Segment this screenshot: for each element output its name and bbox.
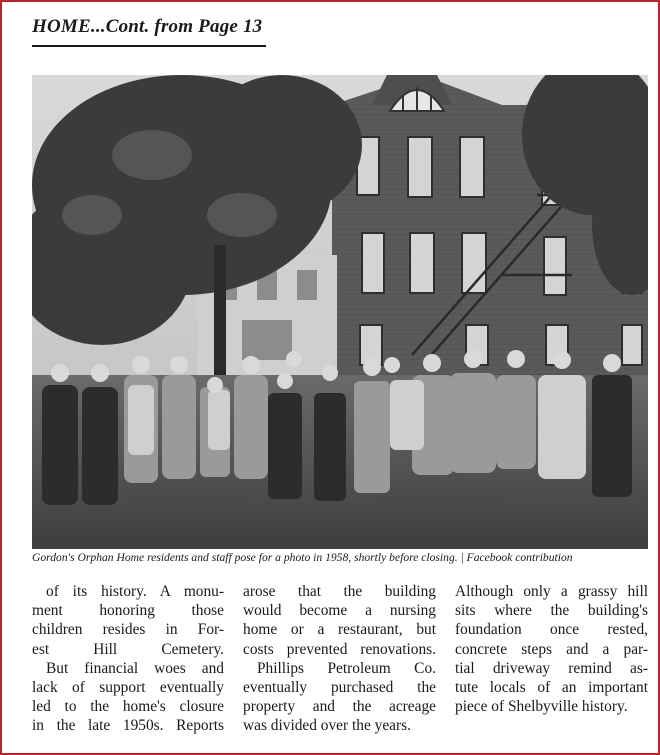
article-column-2 [243, 582, 436, 736]
column-line: Although only a grassy hill [455, 583, 648, 600]
column-line: Phillips Petroleum Co. [257, 659, 436, 677]
column-line: foundation once rested, [455, 621, 648, 639]
column-line: property and the acreage [243, 698, 436, 716]
column-line: ment honoring those [32, 602, 224, 620]
column-line: est Hill Cemetery. [32, 640, 224, 658]
column-line: was divided over the years. [243, 717, 411, 735]
column-line: But financial woes and [46, 659, 224, 677]
photo-caption: Gordon's Orphan Home residents and staff pose for a photo in 1958, shortly before closing. | Facebook contribution [32, 551, 573, 564]
column-line: tute locals of an important [455, 679, 648, 697]
column-line: children resides in For- [32, 621, 224, 639]
column-line: lack of support eventually [32, 679, 224, 697]
article-column-3 [455, 582, 648, 716]
column-line: tial driveway remind as- [455, 659, 648, 677]
column-line: led to the home's closure [32, 698, 224, 716]
column-line: in the late 1950s. Reports [32, 717, 224, 735]
column-line: sits where the building's [455, 602, 648, 620]
column-line: concrete steps and a par- [455, 640, 648, 658]
article-column-1 [32, 582, 224, 736]
column-line: arose that the building [243, 583, 436, 600]
continuation-header: HOME...Cont. from Page 13 [32, 16, 263, 37]
column-line: of its history. A monu- [46, 583, 224, 600]
header-underline [32, 45, 266, 47]
column-line: would become a nursing [243, 602, 436, 620]
column-line: costs prevented renovations. [243, 640, 436, 658]
column-line: piece of Shelbyville history. [455, 698, 628, 716]
historic-group-photo [32, 75, 648, 549]
column-line: home or a restaurant, but [243, 621, 436, 639]
column-line: eventually purchased the [243, 679, 436, 697]
